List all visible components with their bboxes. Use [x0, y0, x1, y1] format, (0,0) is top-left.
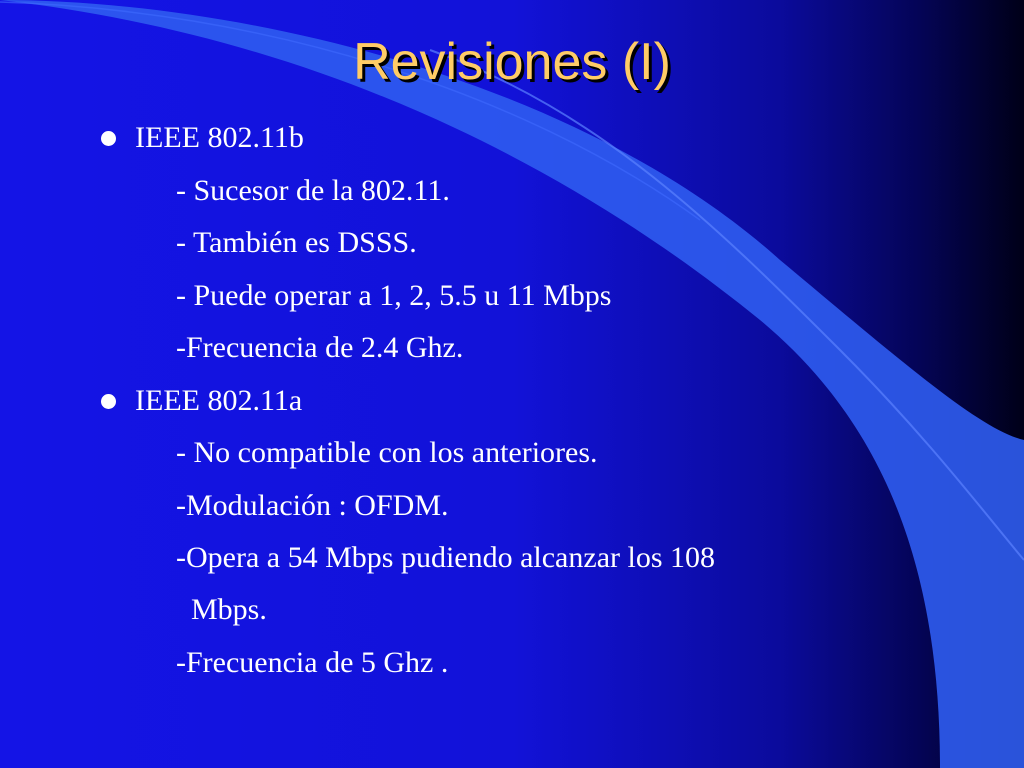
sub-item: - Sucesor de la 802.11. [176, 174, 450, 207]
sub-item: - No compatible con los anteriores. [176, 436, 598, 469]
sub-item: - Puede operar a 1, 2, 5.5 u 11 Mbps [176, 279, 612, 312]
sub-item: - También es DSSS. [176, 226, 417, 259]
sub-item: -Opera a 54 Mbps pudiendo alcanzar los 108 [176, 541, 716, 574]
sub-item: -Frecuencia de 2.4 Ghz. [176, 331, 464, 364]
sub-item: Mbps. [176, 593, 267, 626]
bullet-heading: IEEE 802.11a [135, 384, 303, 417]
sub-item: -Frecuencia de 5 Ghz . [176, 646, 449, 679]
bullet-heading: IEEE 802.11b [135, 121, 304, 154]
slide-title: Revisiones (I) [353, 33, 671, 91]
sub-item: -Modulación : OFDM. [176, 489, 449, 522]
bullet-icon [101, 394, 116, 409]
bullet-icon [101, 131, 116, 146]
